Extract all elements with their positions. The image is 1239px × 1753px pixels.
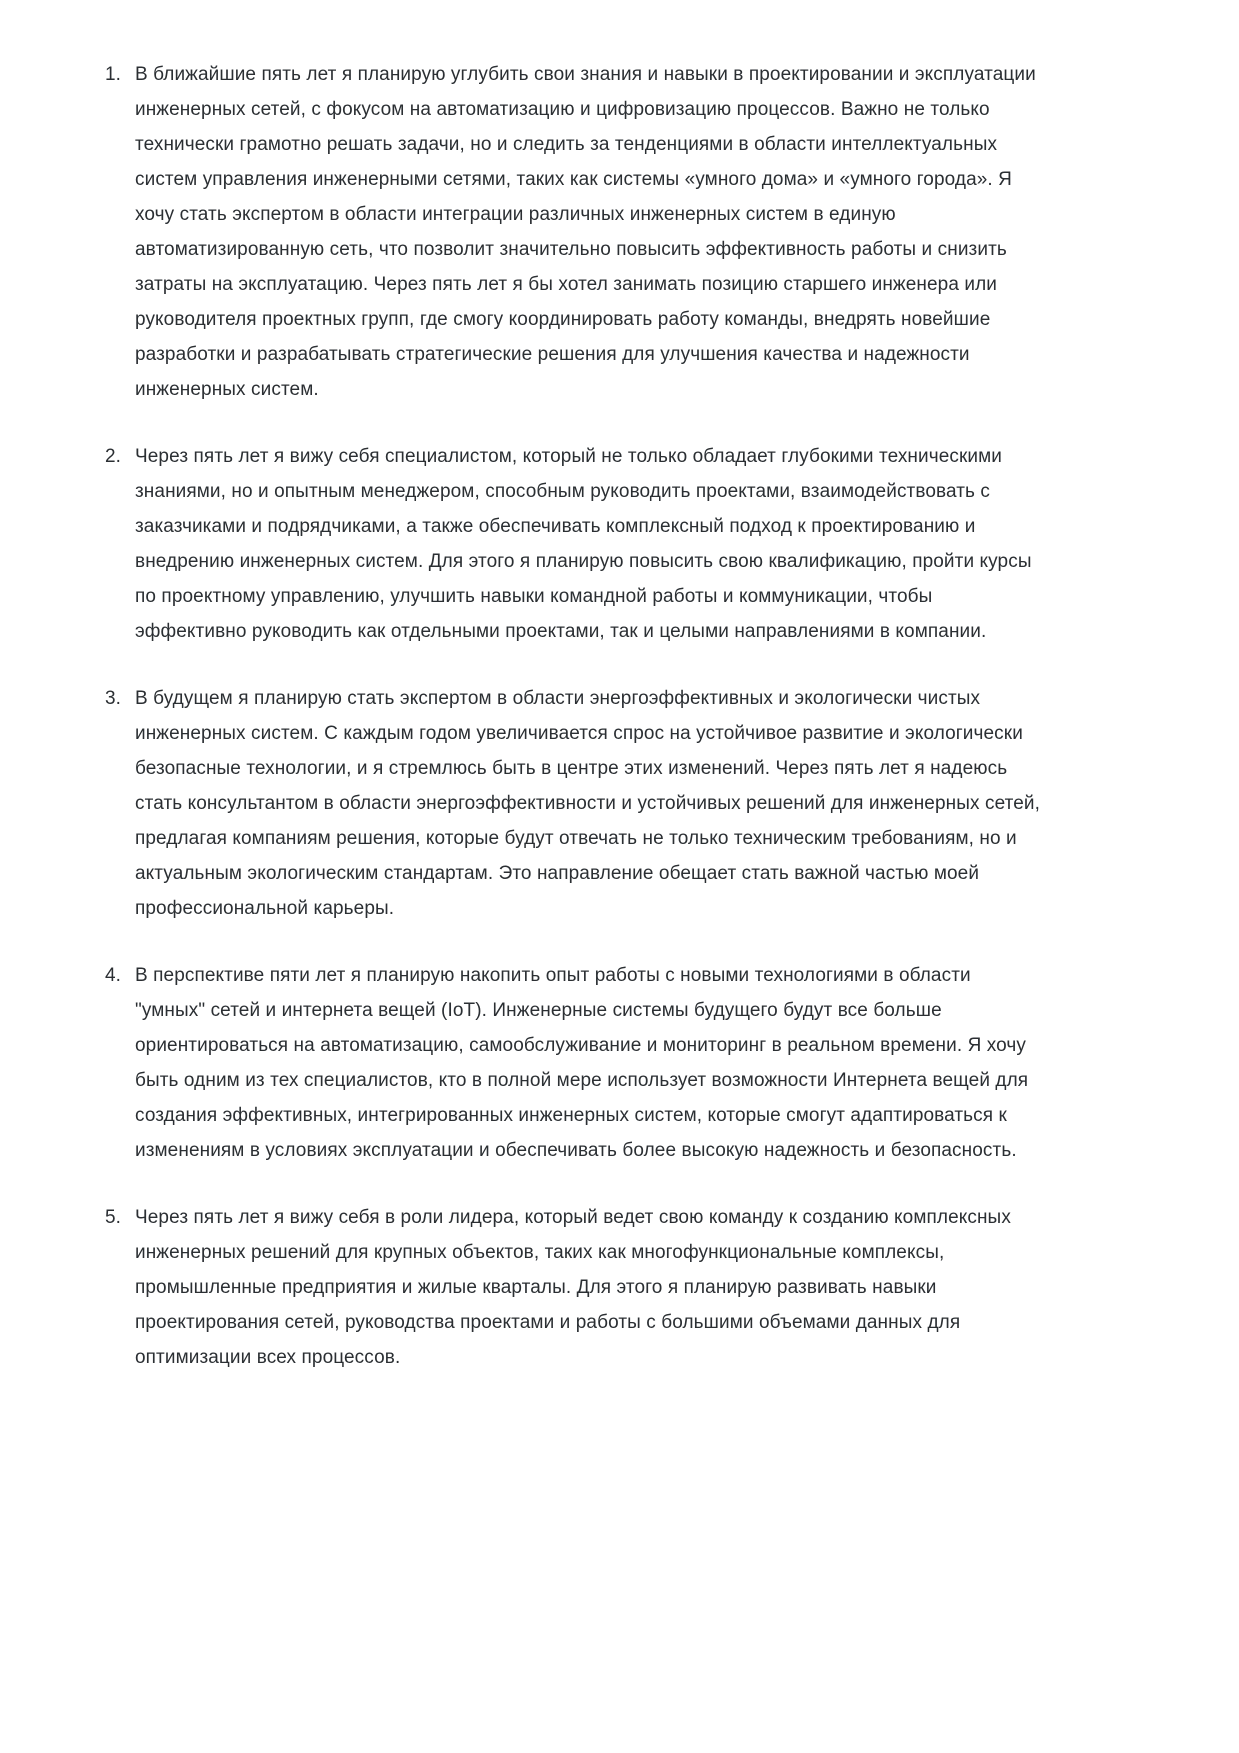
list-item-text: В будущем я планирую стать экспертом в области энергоэффективных и экологически чистых инженерных систем. С каждым годом увеличивается спрос на устойчивое развитие и экологически безопасные технологии, и я стремлюсь быть в центре этих изменений. Через пять лет я надеюсь стать консультантом в области энергоэффективности и устойчивых решений для инженерных сетей, предлагая компаниям решения, которые будут отвечать не только техническим требованиям, но и актуальным экологическим стандартам. Это направление обещает стать важной частью моей профессиональной карьеры. (135, 688, 1040, 919)
list-item-number: 5. (105, 1207, 121, 1228)
list-item (105, 958, 1134, 1168)
list-item (105, 1200, 1134, 1375)
list-item (105, 57, 1134, 407)
list-item-number: 4. (105, 965, 121, 986)
list-item-number: 1. (105, 64, 121, 85)
list-item-text: Через пять лет я вижу себя специалистом, который не только обладает глубокими техническими знаниями, но и опытным менеджером, способным руководить проектами, взаимодействовать с заказчиками и подрядчиками, а также обеспечивать комплексный подход к проектированию и внедрению инженерных систем. Для этого я планирую повысить свою квалификацию, пройти курсы по проектному управлению, улучшить навыки командной работы и коммуникации, чтобы эффективно руководить как отдельными проектами, так и целыми направлениями в компании. (135, 446, 1032, 642)
list-item-text: Через пять лет я вижу себя в роли лидера, который ведет свою команду к созданию комплексных инженерных решений для крупных объектов, таких как многофункциональные комплексы, промышленные предприятия и жилые кварталы. Для этого я планирую развивать навыки проектирования сетей, руководства проектами и работы с большими объемами данных для оптимизации всех процессов. (135, 1207, 1011, 1368)
list-item-text: В перспективе пяти лет я планирую накопить опыт работы с новыми технологиями в области "умных" сетей и интернета вещей (IoT). Инженерные системы будущего будут все больше ориентироваться на автоматизацию, самообслуживание и мониторинг в реальном времени. Я хочу быть одним из тех специалистов, кто в полной мере использует возможности Интернета вещей для создания эффективных, интегрированных инженерных систем, которые смогут адаптироваться к изменениям в условиях эксплуатации и обеспечивать более высокую надежность и безопасность. (135, 965, 1029, 1161)
list-item-number: 3. (105, 688, 121, 709)
list-item-number: 2. (105, 446, 121, 467)
list-item (105, 681, 1134, 926)
list-item (105, 439, 1134, 649)
list-item-text: В ближайшие пять лет я планирую углубить свои знания и навыки в проектировании и эксплуатации инженерных сетей, с фокусом на автоматизацию и цифровизацию процессов. Важно не только технически грамотно решать задачи, но и следить за тенденциями в области интеллектуальных систем управления инженерными сетями, таких как системы «умного дома» и «умного города». Я хочу стать экспертом в области интеграции различных инженерных систем в единую автоматизированную сеть, что позволит значительно повысить эффективность работы и снизить затраты на эксплуатацию. Через пять лет я бы хотел занимать позицию старшего инженера или руководителя проектных групп, где смогу координировать работу команды, внедрять новейшие разработки и разрабатывать стратегические решения для улучшения качества и надежности инженерных систем. (135, 64, 1036, 400)
